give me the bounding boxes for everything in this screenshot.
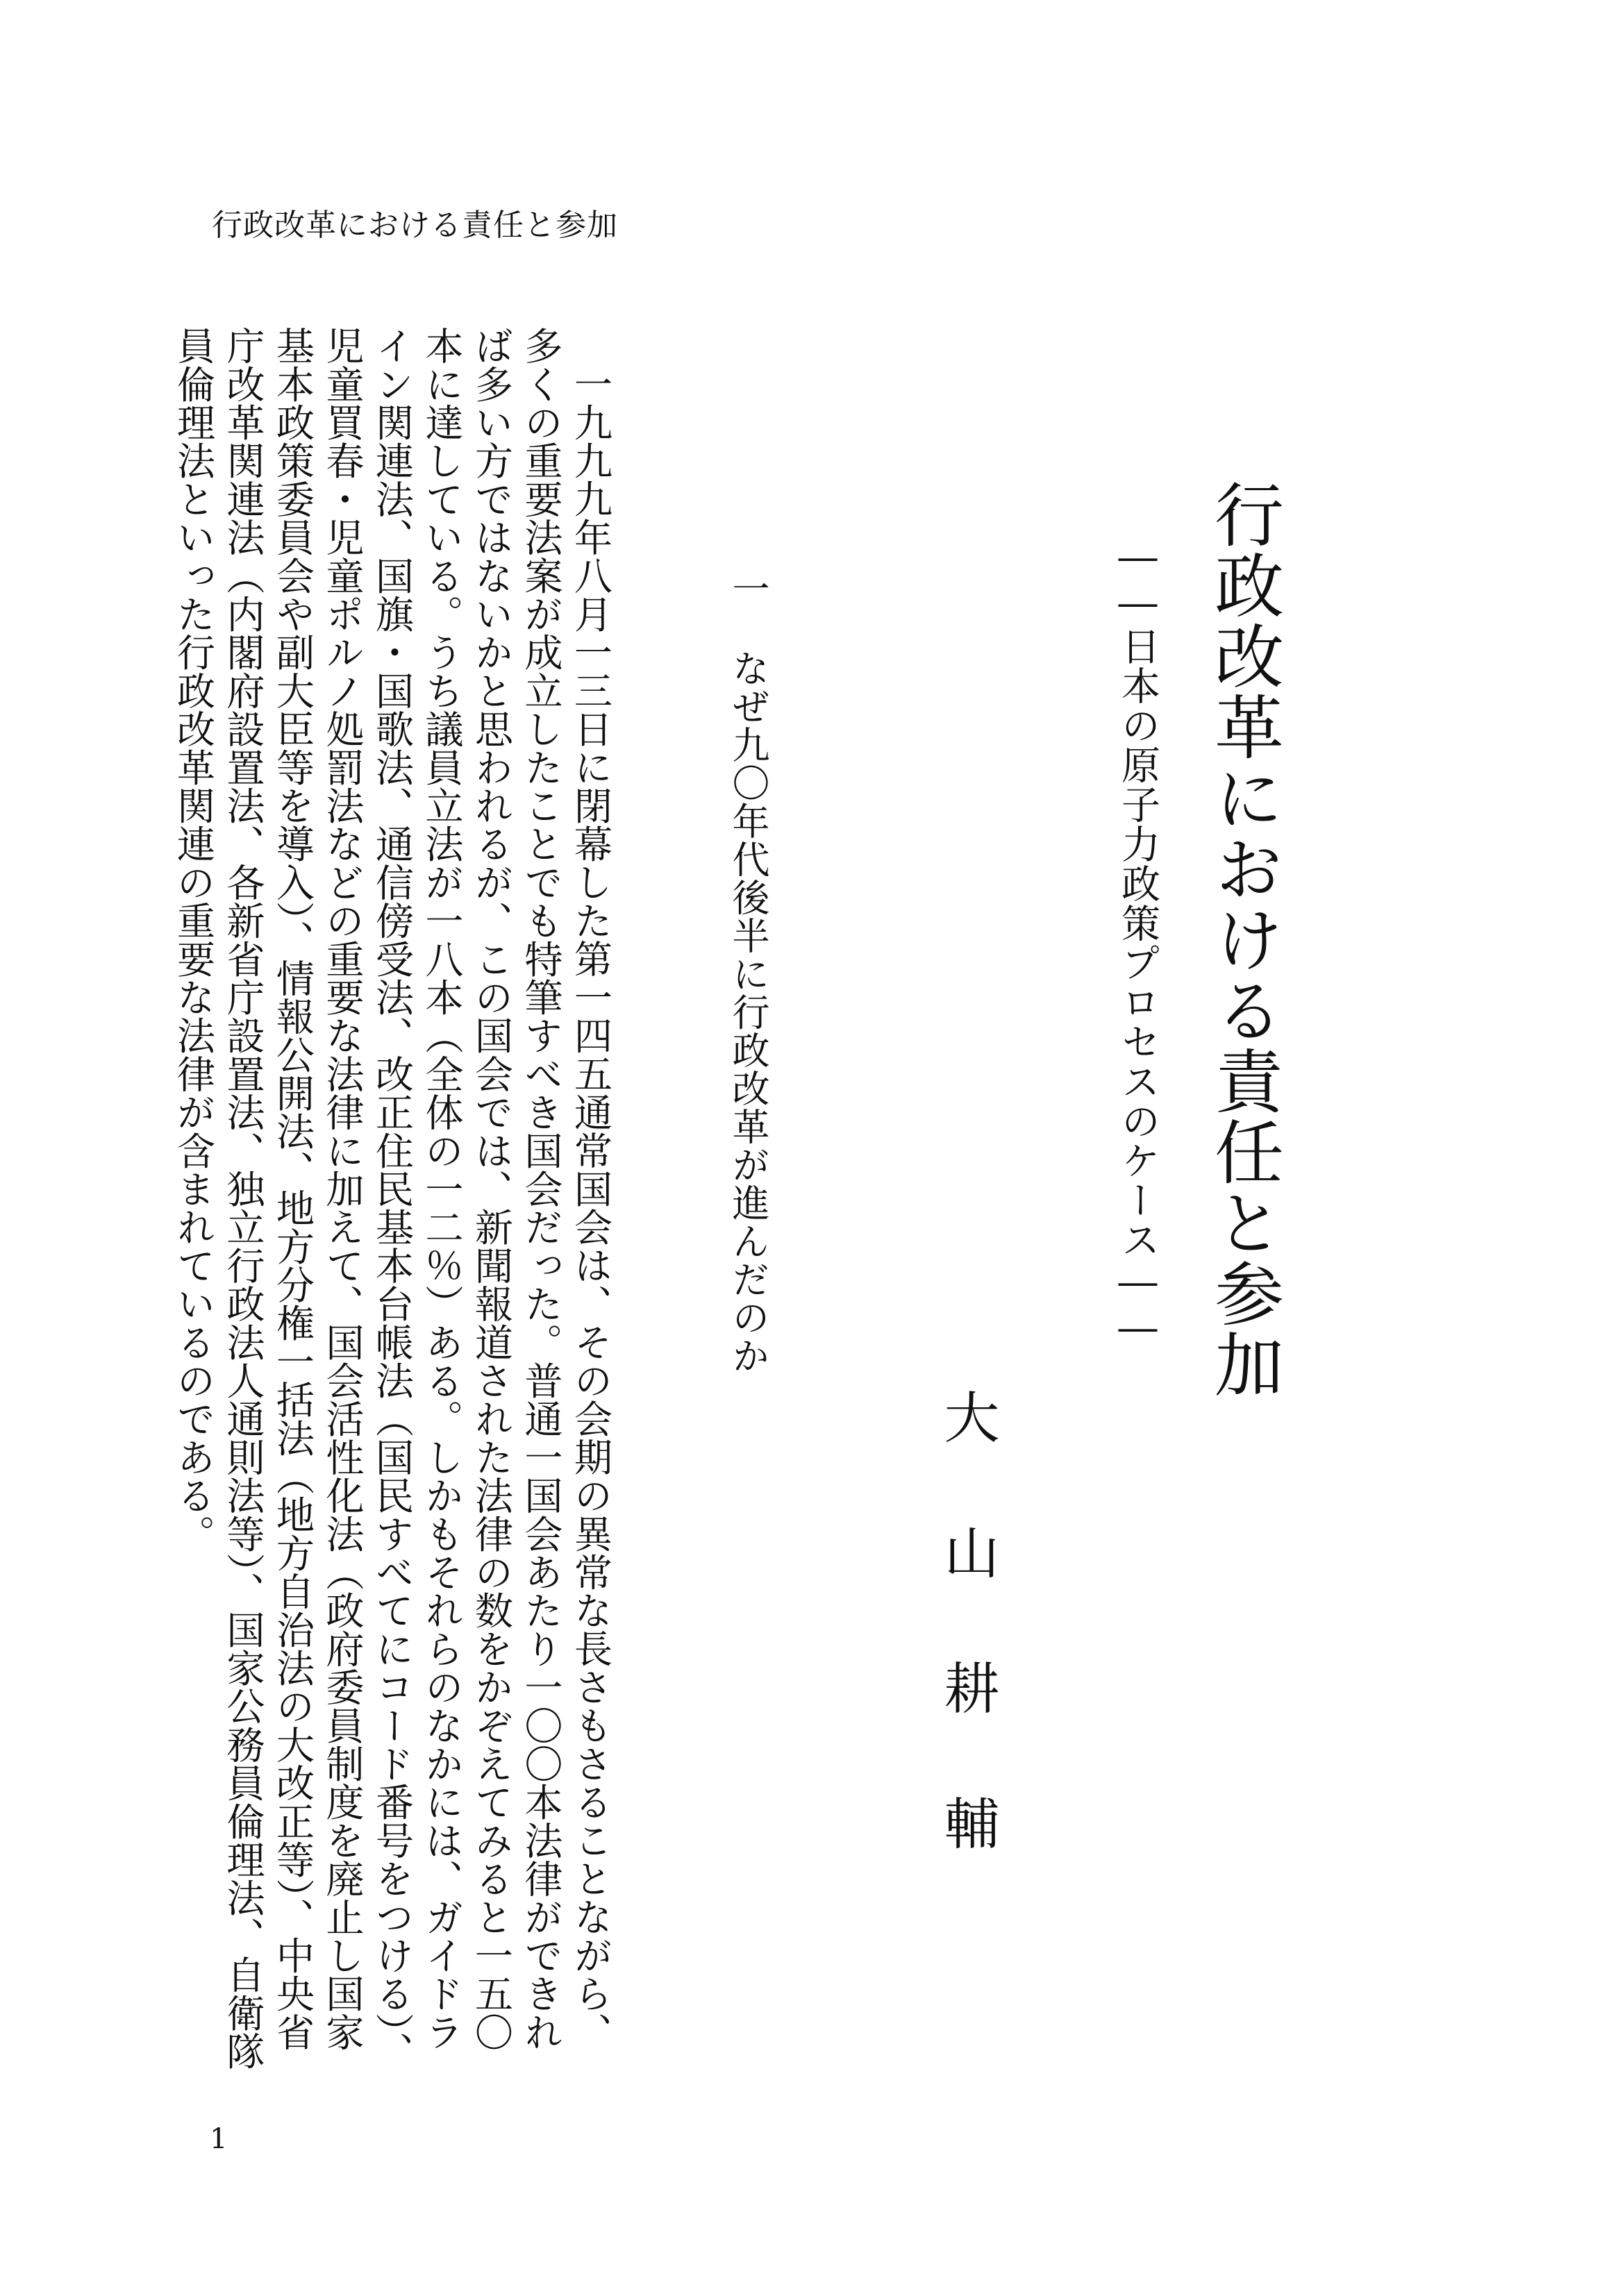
article-title: 行政改革における責任と参加	[1203, 479, 1284, 1400]
section-heading	[726, 569, 770, 1375]
section-title: なぜ九〇年代後半に行政改革が進んだのか	[726, 649, 770, 1375]
running-header: 行政改革における責任と参加	[212, 208, 618, 243]
body-paragraph: 一九九九年八月一三日に閉幕した第一四五通常国会は、その会期の異常な長さもさることながら、多くの重要法案が成立したことでも特筆すべき国会だった。普通一国会あたり一〇〇本法律ができれば多い方ではないかと思われるが、この国会では、新聞報道された法律の数をかぞえてみると一五〇本に達している。うち議員立法が一八本（全体の一二％）ある。しかもそれらのなかには、ガイドライン関連法、国旗・国歌法、通信傍受法、改正住民基本台帳法（国民すべてにコード番号をつける）、児童買春・児童ポルノ処罰法などの重要な法律に加えて、国会活性化法（政府委員制度を廃止し国家基本政策委員会や副大臣等を導入）、情報公開法、地方分権一括法（地方自治法の大改正等）、中央省庁改革関連法（内閣府設置法、各新省庁設置法、独立行政法人通則法等）、国家公務員倫理法、自衛隊員倫理法といった行政改革関連の重要な法律が含まれているのである。	[169, 326, 612, 2070]
body-text	[167, 326, 614, 2076]
page-number: 1	[210, 2123, 228, 2155]
section-number: 一	[726, 569, 770, 607]
author-name: 大山耕輔	[935, 1389, 999, 1930]
article-subtitle: ――日本の原子力政策プロセスのケース――	[1115, 535, 1160, 1351]
